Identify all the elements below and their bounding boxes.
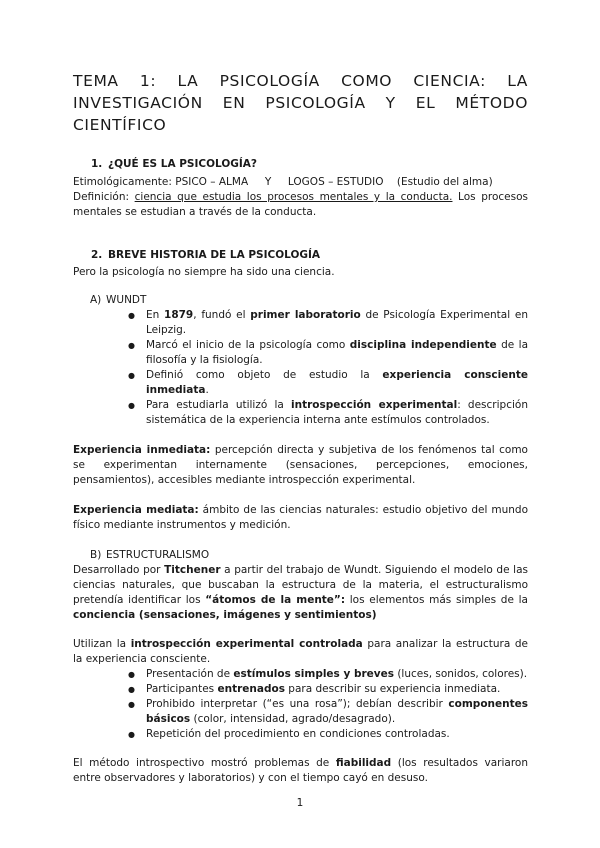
list-item: ● Prohibido interpretar (“es una rosa”); debían describir componentes básicos (color, intensidad, agrado/desagrado). bbox=[128, 697, 528, 727]
page-number: 1 bbox=[296, 797, 304, 809]
etymology-line: Etimológicamente: PSICO – ALMA Y LOGOS – ESTUDIO (Estudio del alma) bbox=[73, 176, 493, 188]
section-1-heading: 1. ¿QUÉ ES LA PSICOLOGÍA? bbox=[91, 158, 258, 170]
section-2-intro: Pero la psicología no siempre ha sido una ciencia. bbox=[73, 266, 335, 278]
list-item: ● Repetición del procedimiento en condiciones controladas. bbox=[128, 727, 528, 742]
page-title: TEMA 1: LA PSICOLOGÍA COMO CIENCIA: LA INVESTIGACIÓN EN PSICOLOGÍA Y EL MÉTODO CIENTÍFICO bbox=[73, 72, 528, 134]
list-item: ● Presentación de estímulos simples y breves (luces, sonidos, colores). bbox=[128, 667, 528, 682]
list-item: ● Para estudiarla utilizó la introspección experimental: descripción sistemática de la experiencia interna ante estímulos controlados. bbox=[128, 398, 528, 428]
list-item: ● Participantes entrenados para describir su experiencia inmediata. bbox=[128, 682, 528, 697]
subsection-a-heading: A) WUNDT bbox=[90, 294, 147, 306]
definition-paragraph: Definición: ciencia que estudia los procesos mentales y la conducta. Los procesos mentales se estudian a través de la conducta. bbox=[73, 191, 528, 218]
mediate-experience-paragraph: Experiencia mediata: ámbito de las ciencias naturales: estudio objetivo del mundo físico mediante instrumentos y medición. bbox=[73, 504, 529, 531]
subsection-b-heading: B) ESTRUCTURALISMO bbox=[90, 549, 210, 561]
section-2-heading: 2. BREVE HISTORIA DE LA PSICOLOGÍA bbox=[91, 249, 321, 261]
structuralism-bullet-list bbox=[73, 667, 528, 742]
document-page bbox=[73, 70, 528, 786]
wundt-bullet-list bbox=[73, 308, 528, 428]
list-item: ● Definió como objeto de estudio la experiencia consciente inmediata. bbox=[128, 368, 528, 398]
closing-paragraph: El método introspectivo mostró problemas de fiabilidad (los resultados variaron entre observadores y laboratorios) y con el tiempo cayó en desuso. bbox=[73, 757, 528, 784]
introspection-paragraph: Utilizan la introspección experimental controlada para analizar la estructura de la experiencia consciente. bbox=[73, 638, 528, 665]
list-item: ● En 1879, fundó el primer laboratorio de Psicología Experimental en Leipzig. bbox=[128, 308, 528, 338]
structuralism-paragraph: Desarrollado por Titchener a partir del trabajo de Wundt. Siguiendo el modelo de las ciencias naturales, que buscaban la estructura de la materia, el estructuralismo pretendía identificar los “átomos de la mente”: los elementos más simples de la conciencia (sensaciones, imágenes y sentimientos) bbox=[73, 564, 528, 621]
immediate-experience-paragraph: Experiencia inmediata: percepción directa y subjetiva de los fenómenos tal como se experimentan internamente (sensaciones, percepciones, emociones, pensamientos), accesibles mediante introspección experimental. bbox=[73, 444, 528, 486]
list-item: ● Marcó el inicio de la psicología como disciplina independiente de la filosofía y la fisiología. bbox=[128, 338, 528, 368]
